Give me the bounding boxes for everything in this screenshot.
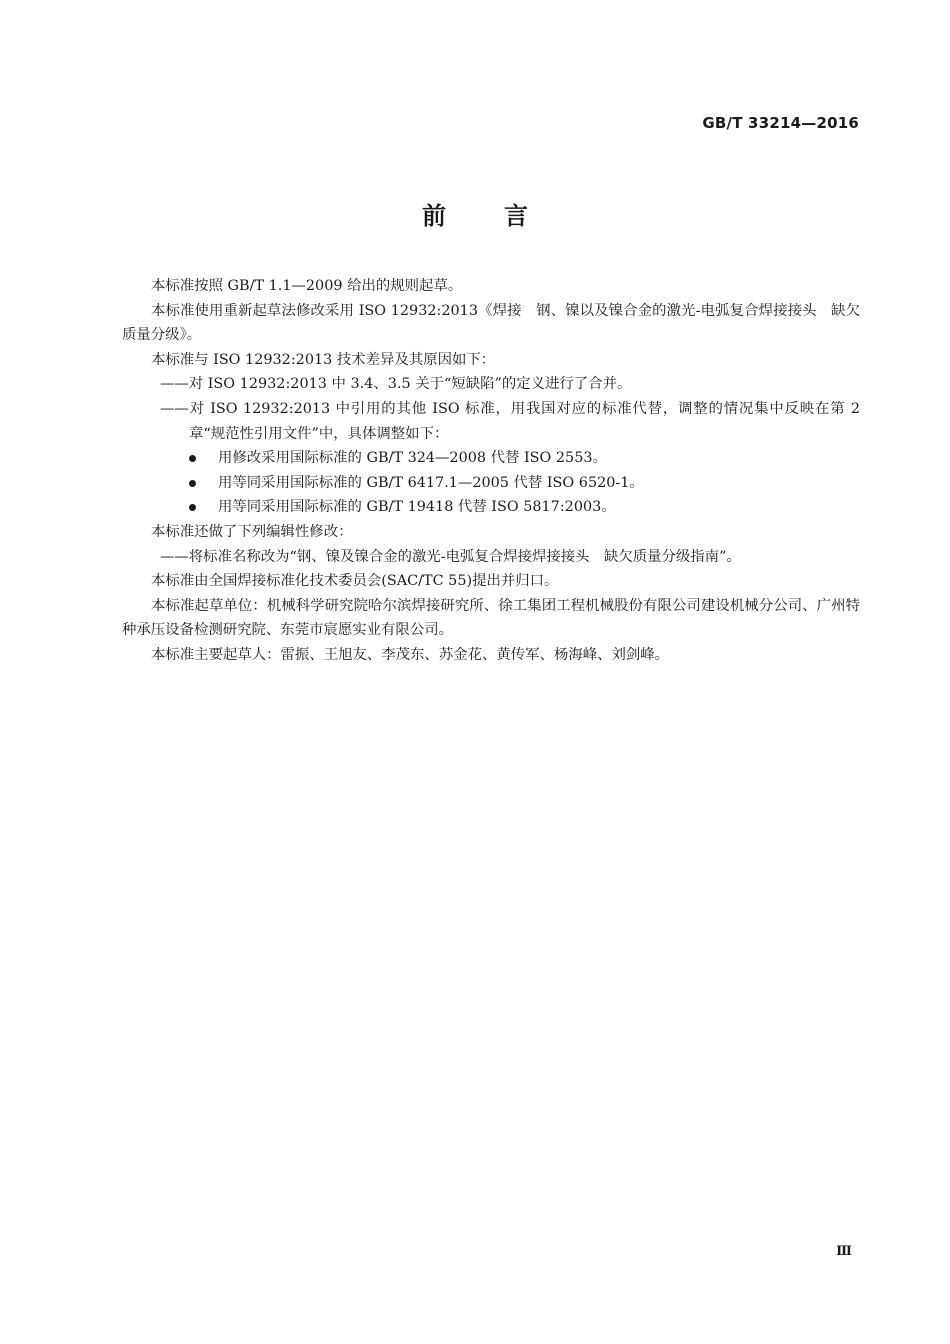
paragraph-drafting-units: 本标准起草单位：机械科学研究院哈尔滨焊接研究所、徐工集团工程机械股份有限公司建设机械分公司、广州特种承压设备检测研究院、东莞市宸愿实业有限公司。 [122, 597, 860, 639]
bullet-icon [189, 480, 196, 487]
bullet-text: 用等同采用国际标准的 GB/T 19418 代替 ISO 5817:2003。 [218, 499, 616, 516]
bullet-item-gbt6417 [122, 471, 860, 496]
paragraph-drafters: 本标准主要起草人：雷振、王旭友、李茂东、苏金花、黄传军、杨海峰、刘剑峰。 [151, 646, 670, 663]
foreword-body [122, 274, 860, 668]
page-title: 前言 [422, 202, 586, 230]
bullet-icon [189, 504, 196, 511]
paragraph-adoption: 本标准使用重新起草法修改采用 ISO 12932:2013《焊接 钢、镍以及镍合金的激光-电弧复合焊接接头 缺欠质量分级》。 [122, 302, 860, 344]
dash-item-merge-definitions: ——对 ISO 12932:2013 中 3.4、3.5 关于“短缺陷”的定义进行了合并。 [160, 376, 632, 393]
paragraph-editorial-intro: 本标准还做了下列编辑性修改： [151, 523, 353, 540]
standard-number-header: GB/T 33214—2016 [702, 114, 859, 132]
paragraph-proposed-by: 本标准由全国焊接标准化技术委员会(SAC/TC 55)提出并归口。 [151, 573, 559, 590]
dash-item-rename-standard: ——将标准名称改为“钢、镍及镍合金的激光-电弧复合焊接焊接接头 缺欠质量分级指南”。 [160, 548, 741, 565]
page-number: Ⅲ [836, 1244, 852, 1259]
bullet-item-gbt324 [122, 446, 860, 471]
bullet-text: 用等同采用国际标准的 GB/T 6417.1—2005 代替 ISO 6520-1。 [218, 474, 644, 491]
bullet-icon [189, 455, 196, 462]
bullet-item-gbt19418 [122, 495, 860, 520]
paragraph-differences-intro: 本标准与 ISO 12932:2013 技术差异及其原因如下： [151, 351, 496, 368]
bullet-text: 用修改采用国际标准的 GB/T 324—2008 代替 ISO 2553。 [218, 450, 607, 467]
paragraph-drafting-rules: 本标准按照 GB/T 1.1—2009 给出的规则起草。 [151, 278, 463, 294]
dash-item-replace-references: ——对 ISO 12932:2013 中引用的其他 ISO 标准，用我国对应的标准代替，调整的情况集中反映在第 2 章“规范性引用文件”中，具体调整如下： [160, 400, 860, 442]
